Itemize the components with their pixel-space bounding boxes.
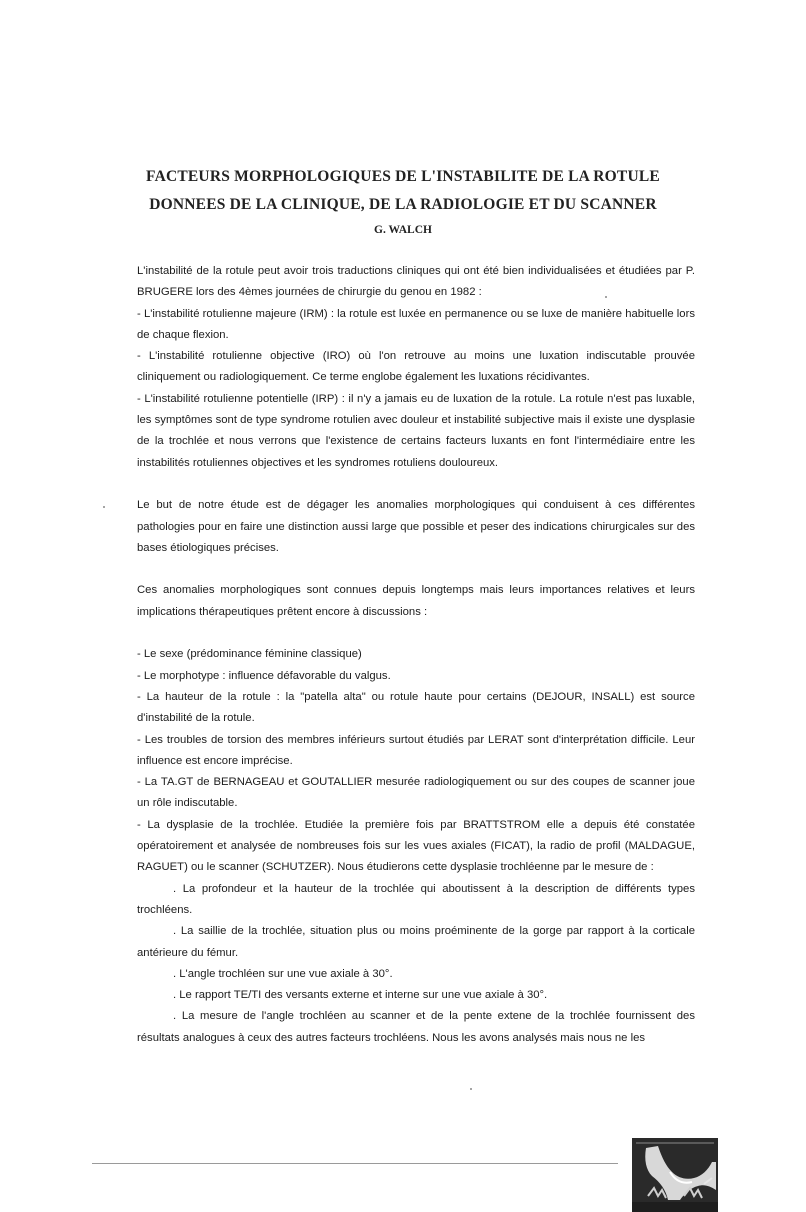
scan-speck — [470, 1088, 472, 1090]
paragraph-anomalies: Ces anomalies morphologiques sont connues depuis longtemps mais leurs importances relatives et leurs implications thérapeutiques prêtent encore à discussions : — [137, 584, 695, 618]
paragraph-gap — [137, 623, 695, 644]
scan-speck — [605, 296, 607, 298]
knee-xray-logo — [632, 1138, 718, 1212]
sub-item-angle: . L'angle trochléen sur une vue axiale à 30°. — [173, 967, 393, 980]
title-line-2: DONNEES DE LA CLINIQUE, DE LA RADIOLOGIE ET DU SCANNER — [149, 196, 657, 213]
knee-bone-icon — [632, 1138, 718, 1212]
list-item-torsion: - Les troubles de torsion des membres inférieurs surtout étudiés par LERAT sont d'interprétation difficile. Leur influence est encore imprécise. — [137, 733, 695, 767]
sub-item-profondeur: . La profondeur et la hauteur de la trochlée qui aboutissent à la description de différents types trochléens. — [137, 882, 695, 916]
scan-speck — [103, 506, 105, 508]
sub-item-saillie: . La saillie de la trochlée, situation plus ou moins proéminente de la gorge par rapport à la corticale antérieure du fémur. — [137, 925, 695, 959]
title-line-1: FACTEURS MORPHOLOGIQUES DE L'INSTABILITE DE LA ROTULE — [146, 168, 660, 185]
list-item-irp: - L'instabilité rotulienne potentielle (IRP) : il n'y a jamais eu de luxation de la rotule. La rotule n'est pas luxable, les symptômes sont de type syndrome rotulien avec douleur et instabilité subjective mais il existe une dysplasie de la trochlée et nous verrons que l'existence de certains facteurs luxants en font l'intermédiaire entre les instabilités rotuliennes objectives et les syndromes rotuliens douloureux. — [137, 392, 695, 469]
sub-item-scanner: . La mesure de l'angle trochléen au scanner et de la pente extene de la trochlée fournissent des résultats analogues à ceux des autres facteurs trochléens. Nous les avons analysés mais nous ne les — [137, 1010, 695, 1044]
list-item-iro: - L'instabilité rotulienne objective (IRO) où l'on retrouve au moins une luxation indiscutable prouvée cliniquement ou radiologiquement. Ce terme englobe également les luxations récidivantes. — [137, 350, 695, 384]
footer-rule — [92, 1163, 618, 1164]
list-item-tagt: - La TA.GT de BERNAGEAU et GOUTALLIER mesurée radiologiquement ou sur des coupes de scanner joue un rôle indiscutable. — [137, 776, 695, 810]
list-item-dysplasie: - La dysplasie de la trochlée. Etudiée la première fois par BRATTSTROM elle a depuis été constatée opératoirement et analysée de nombreuses fois sur les vues axiales (FICAT), la radio de profil (MALDAGUE, RAGUET) ou le scanner (SCHUTZER). Nous étudierons cette dysplasie trochléenne par le mesure de : — [137, 818, 695, 874]
paragraph-intro: L'instabilité de la rotule peut avoir trois traductions cliniques qui ont été bien individualisées et étudiées par P. BRUGERE lors des 4èmes journées de chirurgie du genou en 1982 : — [137, 265, 695, 299]
document-body — [137, 261, 695, 1049]
paragraph-gap — [137, 559, 695, 580]
list-item-morphotype: - Le morphotype : influence défavorable du valgus. — [137, 669, 391, 682]
list-item-hauteur: - La hauteur de la rotule : la "patella alta" ou rotule haute pour certains (DEJOUR, INSALL) est source d'instabilité de la rotule. — [137, 690, 695, 725]
sub-item-rapport: . Le rapport TE/TI des versants externe et interne sur une vue axiale à 30°. — [173, 989, 548, 1002]
author: G. WALCH — [374, 224, 432, 236]
paragraph-gap — [137, 474, 695, 495]
list-item-irm: - L'instabilité rotulienne majeure (IRM) : la rotule est luxée en permanence ou se luxe de manière habituelle lors de chaque flexion. — [137, 307, 695, 341]
document-header — [0, 163, 806, 240]
paragraph-study-goal: Le but de notre étude est de dégager les anomalies morphologiques qui conduisent à ces différentes pathologies pour en faire une distinction aussi large que possible et peser des indications chirurgicales sur des bases étiologiques précises. — [137, 499, 695, 554]
list-item-sexe: - Le sexe (prédominance féminine classique) — [137, 648, 362, 661]
